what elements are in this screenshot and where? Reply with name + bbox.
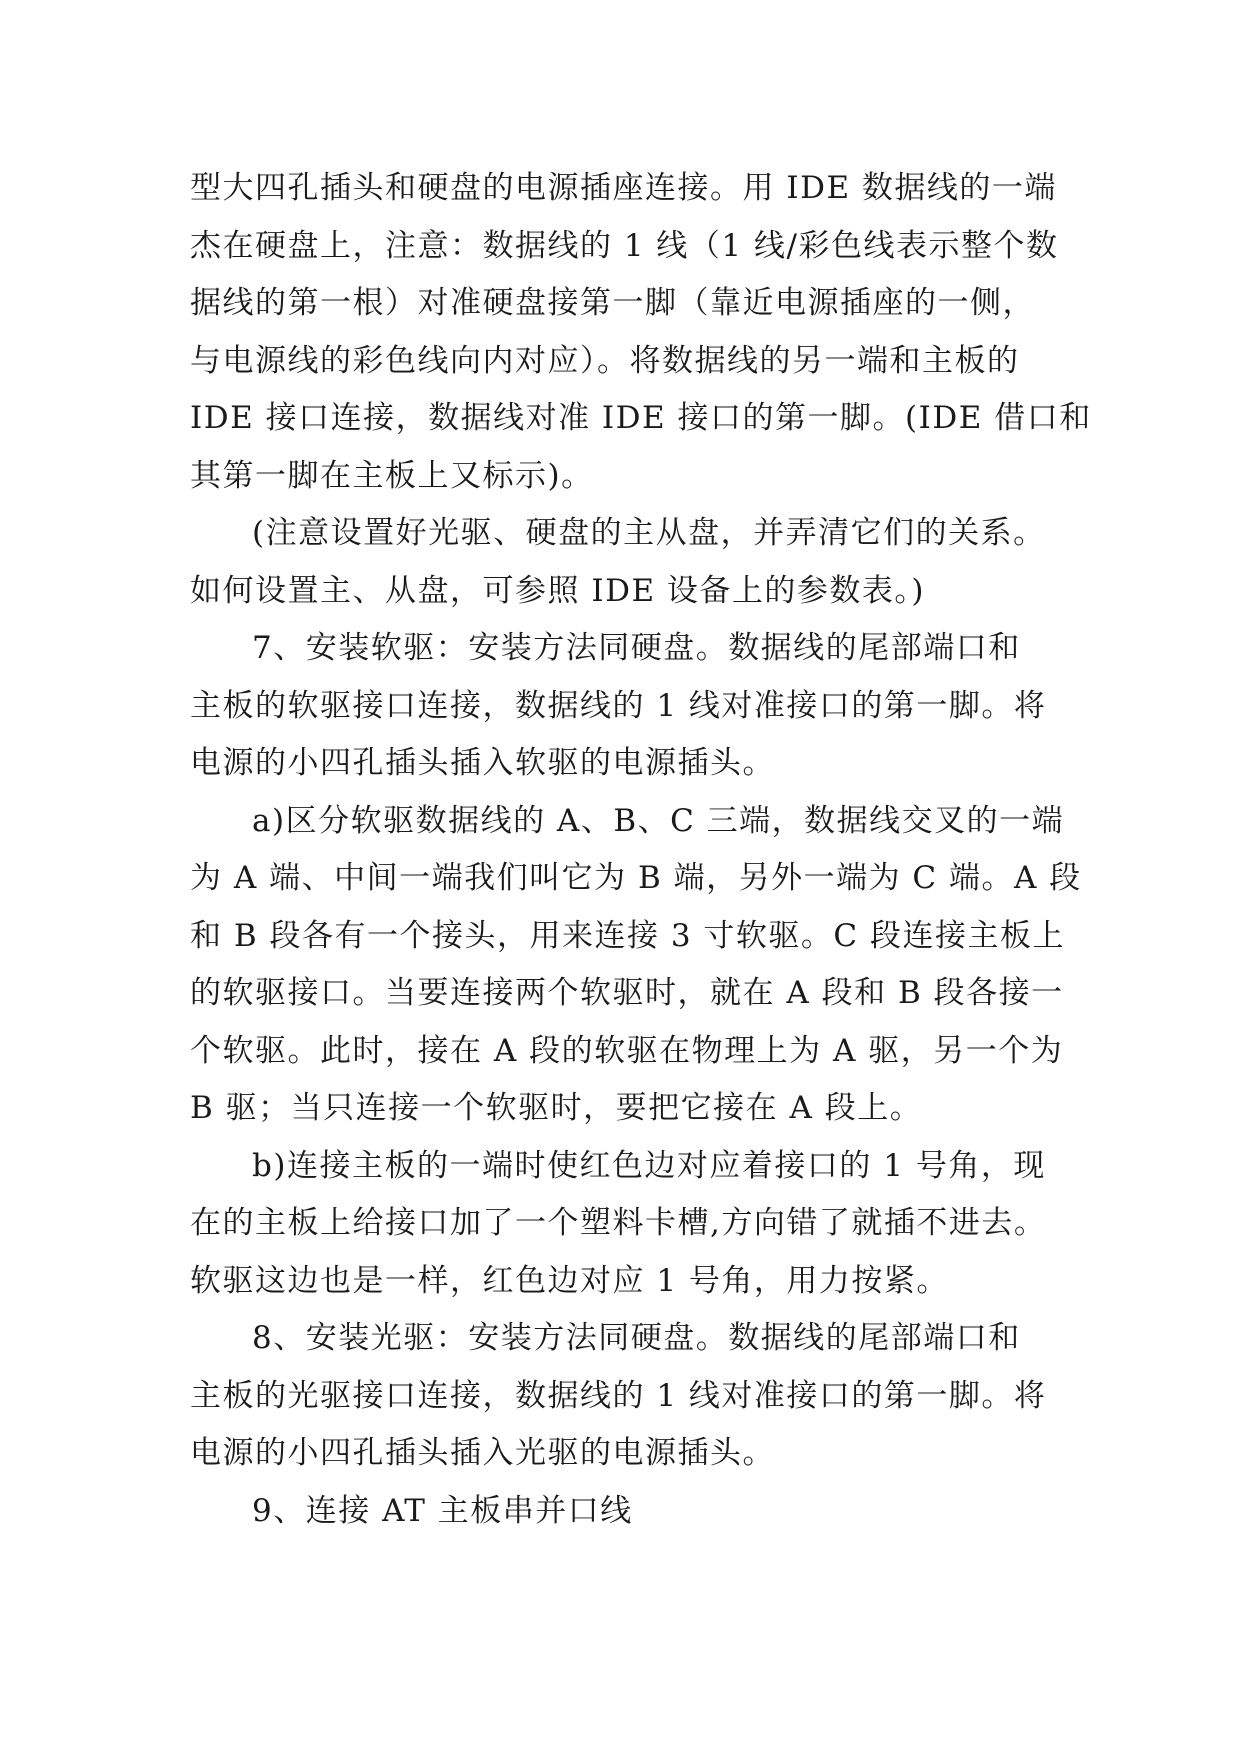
- text-line: a)区分软驱数据线的 A、B、C 三端，数据线交叉的一端: [252, 802, 1065, 839]
- text-line: 型大四孔插头和硬盘的电源插座连接。用 IDE 数据线的一端: [190, 170, 1057, 206]
- text-line: 7、安装软驱：安装方法同硬盘。数据线的尾部端口和: [252, 630, 1021, 666]
- body-text: [190, 160, 1092, 1540]
- text-line: 杰在硬盘上，注意：数据线的 1 线（1 线/彩色线表示整个数: [190, 227, 1059, 264]
- paragraph-step-7a: [190, 793, 1082, 1138]
- text-line: 个软驱。此时，接在 A 段的软驱在物理上为 A 驱，另一个为: [190, 1032, 1064, 1069]
- paragraph-step-8-optical: [190, 1310, 1050, 1483]
- text-line: 电源的小四孔插头插入软驱的电源插头。: [190, 745, 775, 781]
- text-line: 其第一脚在主板上又标示)。: [190, 457, 594, 494]
- paragraph-master-slave-note: [190, 505, 1050, 620]
- text-line: 的软驱接口。当要连接两个软驱时，就在 A 段和 B 段各接一: [190, 975, 1064, 1011]
- text-line: 在的主板上给接口加了一个塑料卡槽,方向错了就插不进去。: [190, 1205, 1047, 1241]
- text-line: IDE 接口连接，数据线对准 IDE 接口的第一脚。(IDE 借口和: [190, 400, 1092, 436]
- text-line: 软驱这边也是一样，红色边对应 1 号角，用力按紧。: [190, 1262, 949, 1299]
- text-line: 8、安装光驱：安装方法同硬盘。数据线的尾部端口和: [252, 1320, 1021, 1356]
- text-line: 9、连接 AT 主板串并口线: [252, 1492, 633, 1529]
- text-line: B 驱；当只连接一个软驱时，要把它接在 A 段上。: [190, 1090, 923, 1126]
- text-line: 主板的光驱接口连接，数据线的 1 线对准接口的第一脚。将: [190, 1377, 1047, 1414]
- text-line: 为 A 端、中间一端我们叫它为 B 端，另外一端为 C 端。A 段: [190, 860, 1082, 896]
- paragraph-step-9-ports: [190, 1483, 1050, 1541]
- text-line: 电源的小四孔插头插入光驱的电源插头。: [190, 1435, 775, 1471]
- text-line: 主板的软驱接口连接，数据线的 1 线对准接口的第一脚。将: [190, 687, 1047, 724]
- text-line: 据线的第一根）对准硬盘接第一脚（靠近电源插座的一侧，: [190, 285, 1035, 321]
- text-line: 和 B 段各有一个接头，用来连接 3 寸软驱。C 段连接主板上: [190, 917, 1065, 954]
- text-line: 如何设置主、从盘，可参照 IDE 设备上的参数表。): [190, 572, 926, 609]
- text-line: b)连接主板的一端时使红色边对应着接口的 1 号角，现: [252, 1147, 1046, 1184]
- paragraph-step-7-floppy: [190, 620, 1050, 793]
- text-line: (注意设置好光驱、硬盘的主从盘，并弄清它们的关系。: [252, 515, 1046, 551]
- text-line: 与电源线的彩色线向内对应）。将数据线的另一端和主板的: [190, 342, 1020, 379]
- paragraph-step-7b: [190, 1138, 1050, 1311]
- paragraph-hdd-connection: [190, 160, 1092, 505]
